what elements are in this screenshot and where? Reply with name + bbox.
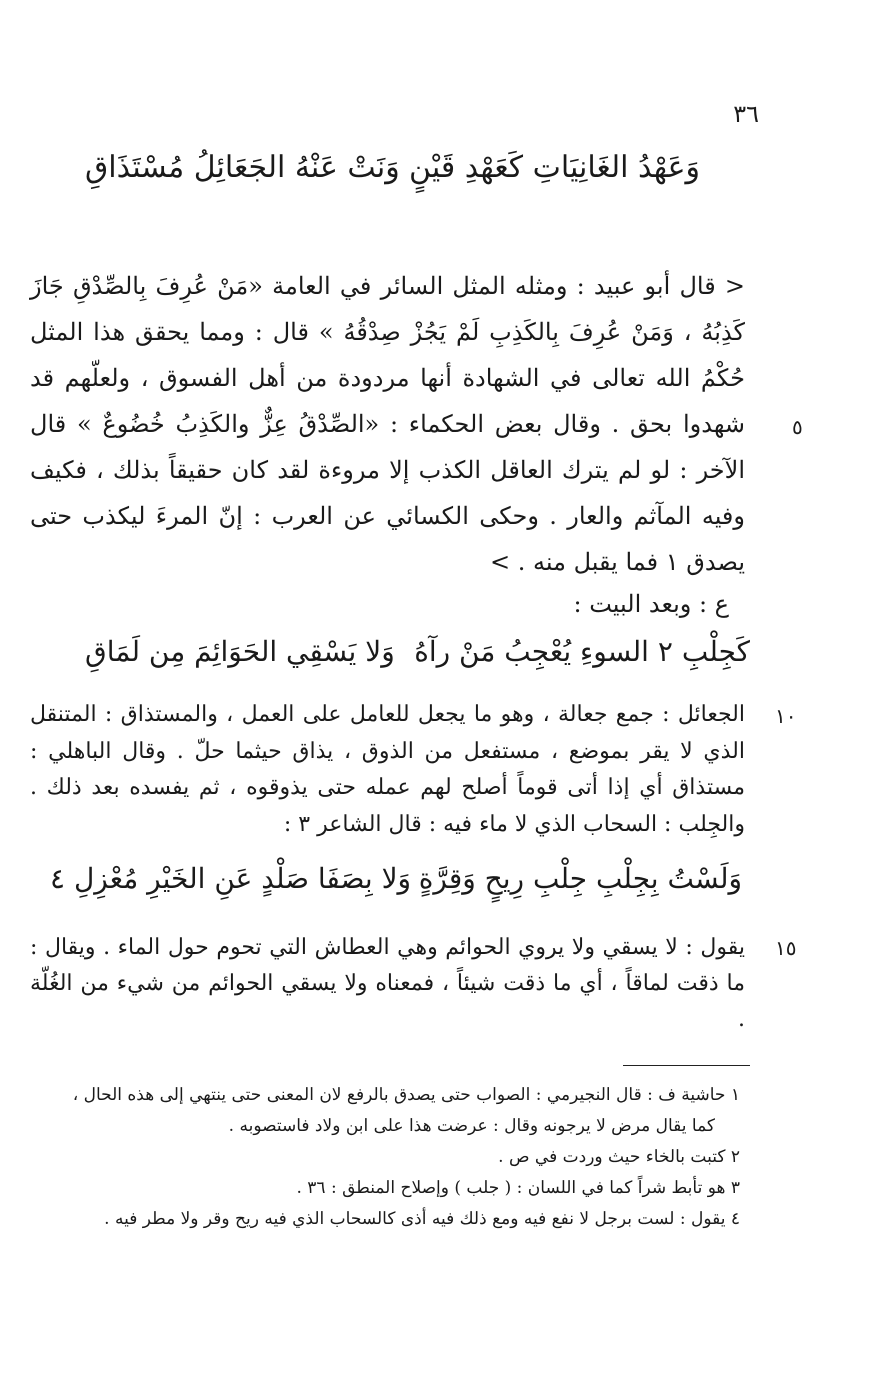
- verse-hemistich-right: وَلَسْتُ بِجِلْبِ جِلْبِ رِيحٍ وَقِرَّةٍ: [418, 862, 742, 895]
- line-marker-10: ١٠: [775, 704, 797, 728]
- footnote-3: ٣ هو تأبط شراً كما في اللسان : ( جلب ) وإصلاح المنطق : ٣٦ .: [296, 1178, 740, 1198]
- verse-hemistich-right: وَعَهْدُ الغَانِيَاتِ كَعَهْدِ قَيْنٍ: [408, 150, 700, 185]
- verse-hemistich-right: كَجِلْبِ ٢ السوءِ يُعْجِبُ مَنْ رآهُ: [414, 635, 750, 668]
- verse-hemistich-left: وَلا يَسْقِي الحَوَائِمَ مِن لَمَاقِ: [85, 635, 395, 668]
- paragraph-definitions: الجعائل : جمع جعالة ، وهو ما يجعل للعامل على العمل ، والمستذاق : المتنقل الذي لا يقر بموضع ، مستفعل من الذوق ، يذاق حيثما حلّ . وقال الباهلي : مستذاق أي إذا أتى قوماً أصلح لهم عمله حتى يذوقوه ، ثم يفسده بعد ذلك . والجِلب : السحاب الذي لا ماء فيه : قال الشاعر ٣ :: [30, 702, 745, 837]
- page-number: ٣٦: [733, 100, 759, 128]
- verse-hemistich-left: وَلا بِصَفَا صَلْدٍ عَنِ الخَيْرِ مُعْزِلِ ٤: [50, 862, 412, 895]
- verse-line-2: [85, 635, 750, 668]
- footnote-4: ٤ يقول : لست برجل لا نفع فيه ومع ذلك فيه أذى كالسحاب الذي فيه ريح وقر ولا مطر فيه .: [104, 1209, 740, 1229]
- footnote-1-continued: كما يقال مرض لا يرجونه وقال : عرضت هذا على ابن ولاد فاستصوبه .: [228, 1116, 715, 1136]
- verse-line-3: [50, 862, 742, 895]
- section-heading: ع : وبعد البيت :: [573, 590, 729, 618]
- footnotes: [25, 1080, 740, 1235]
- line-marker-5: ٥: [792, 415, 803, 439]
- line-marker-15: ١٥: [775, 936, 797, 960]
- verse-line-1: [85, 150, 700, 185]
- verse-hemistich-left: وَنَتْ عَنْهُ الجَعَائِلُ مُسْتَذَاقِ: [85, 150, 400, 185]
- footnote-2: ٢ كتبت بالخاء حيث وردت في ص .: [498, 1147, 740, 1167]
- footnote-rule: [623, 1065, 750, 1066]
- footnote-1: ١ حاشية ف : قال النجيرمي : الصواب حتى يصدق بالرفع لان المعنى حتى ينتهي إلى هذه الحال ،: [72, 1085, 740, 1105]
- paragraph-explanation: يقول : لا يسقي ولا يروي الحوائم وهي العطاش التي تحوم حول الماء . ويقال : ما ذقت لماقاً ، أي ما ذقت شيئاً ، فمعناه ولا يسقي الحوائم من شيء من الغُلّة .: [30, 935, 745, 1032]
- paragraph-abu-ubaid: < قال أبو عبيد : ومثله المثل السائر في العامة «مَنْ عُرِفَ بِالصِّدْقِ جَازَ كَذِبُهُ ، وَمَنْ عُرِفَ بِالكَذِبِ لَمْ يَجُزْ صِدْقُهُ » قال : ومما يحقق هذا المثل حُكْمُ الله تعالى في الشهادة أنها مردودة من أهل الفسوق ، ولعلّهم قد شهدوا بحق . وقال بعض الحكماء : «الصِّدْقُ عِزٌّ والكَذِبُ خُضُوعٌ » قال الآخر : لو لم يترك العاقل الكذب إلا مروءة لقد كان حقيقاً بذلك ، فكيف وفيه المآثم والعار . وحكى الكسائي عن العرب : إنّ المرءَ ليكذب حتى يصدق ١ فما يقبل منه . >: [30, 272, 745, 576]
